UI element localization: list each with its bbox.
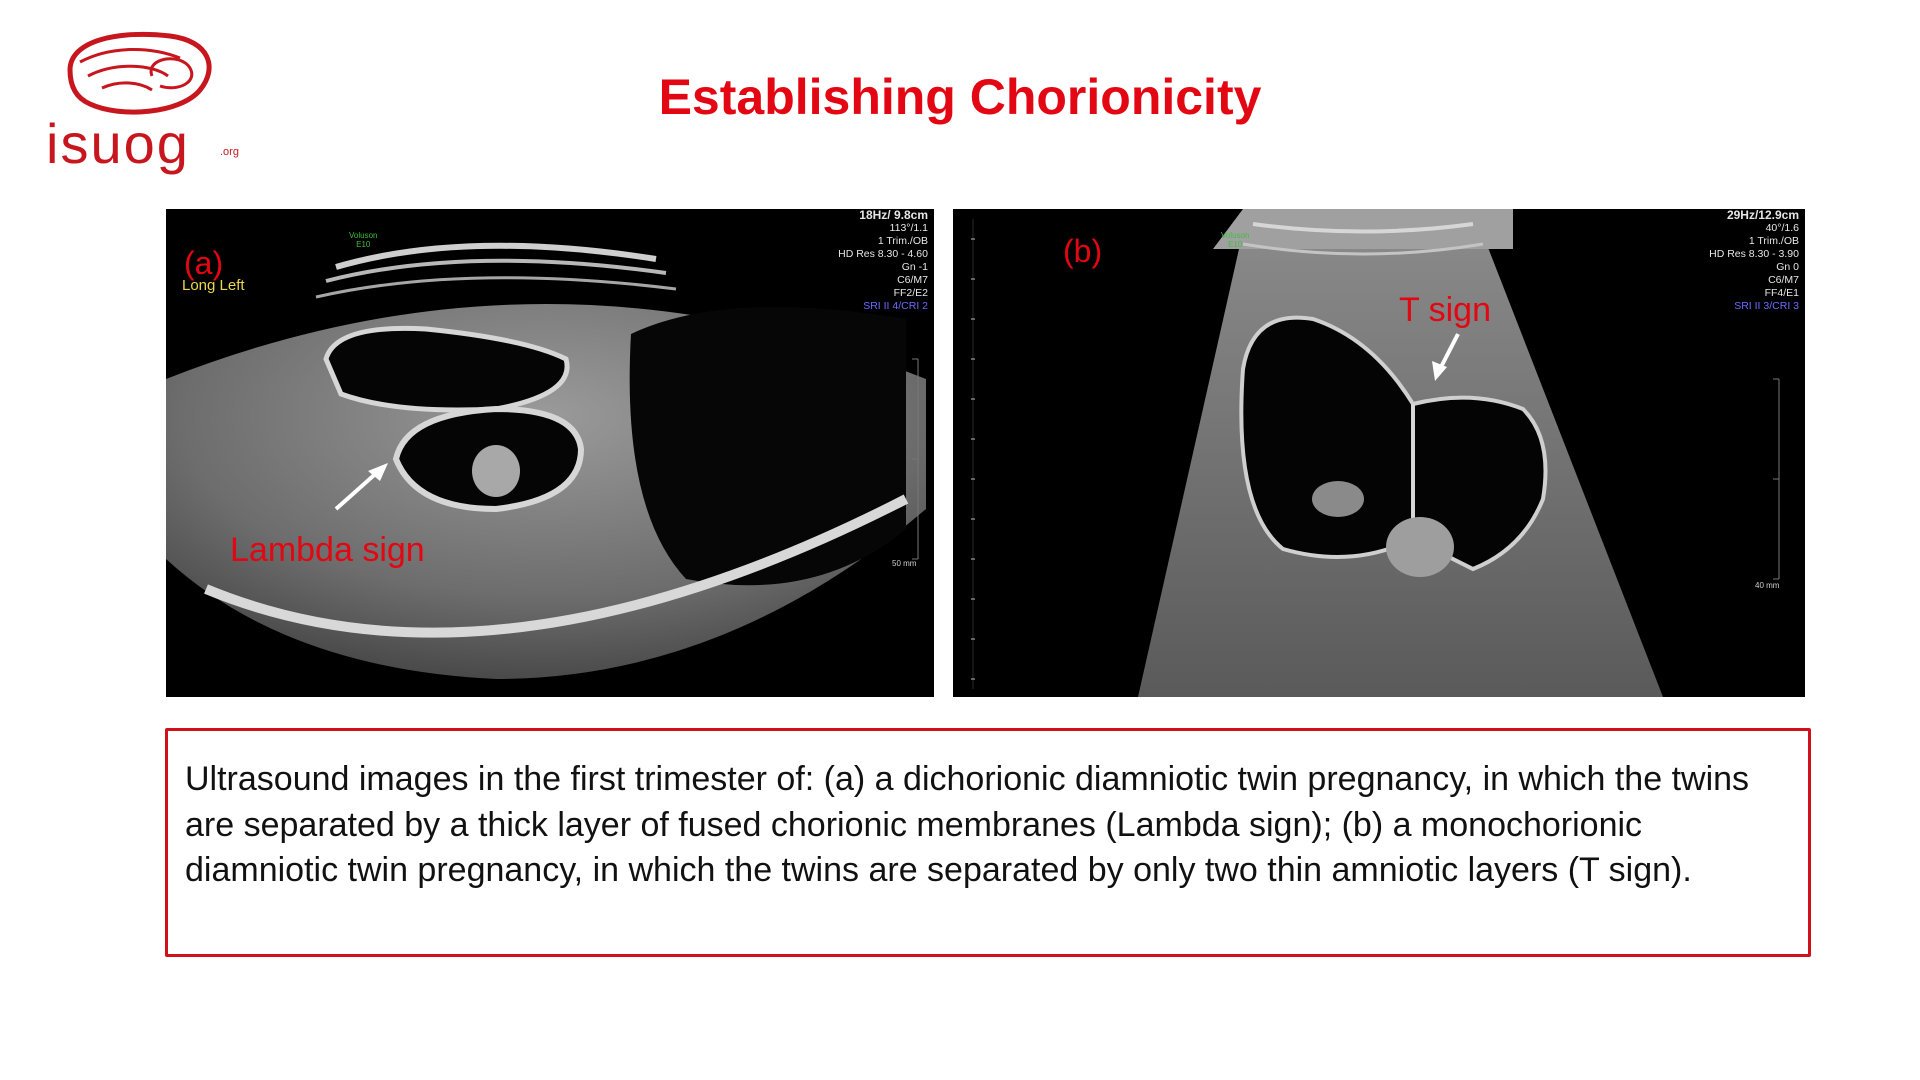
panel-b-param-6: FF4/E1 (1764, 287, 1799, 299)
panel-b-volume-tag: Voluson E10 (1221, 231, 1250, 249)
logo-suffix: .org (220, 146, 239, 158)
page-title: Establishing Chorionicity (658, 69, 1262, 125)
panel-a-label: (a) (184, 245, 224, 281)
panel-a-params (838, 209, 928, 313)
panel-a-volume-tag: Voluson E10 (349, 231, 378, 249)
ultrasound-image-a (166, 209, 934, 697)
panel-a-orientation: Long Left (182, 277, 245, 294)
panel-a-param-0: 18Hz/ 9.8cm (859, 209, 928, 222)
panel-a-param-7: SRI II 4/CRI 2 (863, 300, 928, 312)
panel-b-param-2: 1 Trim./OB (1748, 235, 1799, 247)
panel-b-param-3: HD Res 8.30 - 3.90 (1709, 248, 1799, 260)
caption-box (165, 728, 1811, 957)
panel-a-param-4: Gn -1 (901, 261, 928, 273)
panel-b-label: (b) (1063, 233, 1103, 269)
caption-text: Ultrasound images in the first trimester of: (a) a dichorionic diamniotic twin pregnancy, in which the twins are separated by a thick layer of fused chorionic membranes (Lambda sign); (b) a monochorionic diamniotic twin pregnancy, in which the twins are separated by only two thin amniotic layers (T sign). (185, 760, 1750, 889)
ultrasound-scan-a-graphic (166, 209, 934, 697)
ultrasound-image-b (953, 209, 1805, 697)
panel-a-scale-label: 50 mm (892, 559, 917, 568)
panel-a-param-2: 1 Trim./OB (877, 235, 928, 247)
panel-b-param-5: C6/M7 (1768, 274, 1799, 286)
panel-a-param-3: HD Res 8.30 - 4.60 (838, 248, 928, 260)
panel-b-param-4: Gn 0 (1776, 261, 1799, 273)
panel-a-param-5: C6/M7 (897, 274, 928, 286)
logo-wordmark: isuog (46, 112, 190, 175)
panel-b-params (1709, 209, 1799, 313)
panel-a-param-1: 113°/1.1 (889, 222, 928, 234)
t-sign-label: T sign (1399, 291, 1491, 329)
panel-a-param-6: FF2/E2 (893, 287, 928, 299)
lambda-sign-label: Lambda sign (230, 531, 425, 569)
panel-b-scale-label: 40 mm (1755, 581, 1780, 590)
panel-b-param-1: 40°/1.6 (1765, 222, 1799, 234)
ultrasound-scan-b-graphic (953, 209, 1805, 697)
panel-b-param-7: SRI II 3/CRI 3 (1734, 300, 1799, 312)
panel-b-param-0: 29Hz/12.9cm (1726, 209, 1799, 222)
